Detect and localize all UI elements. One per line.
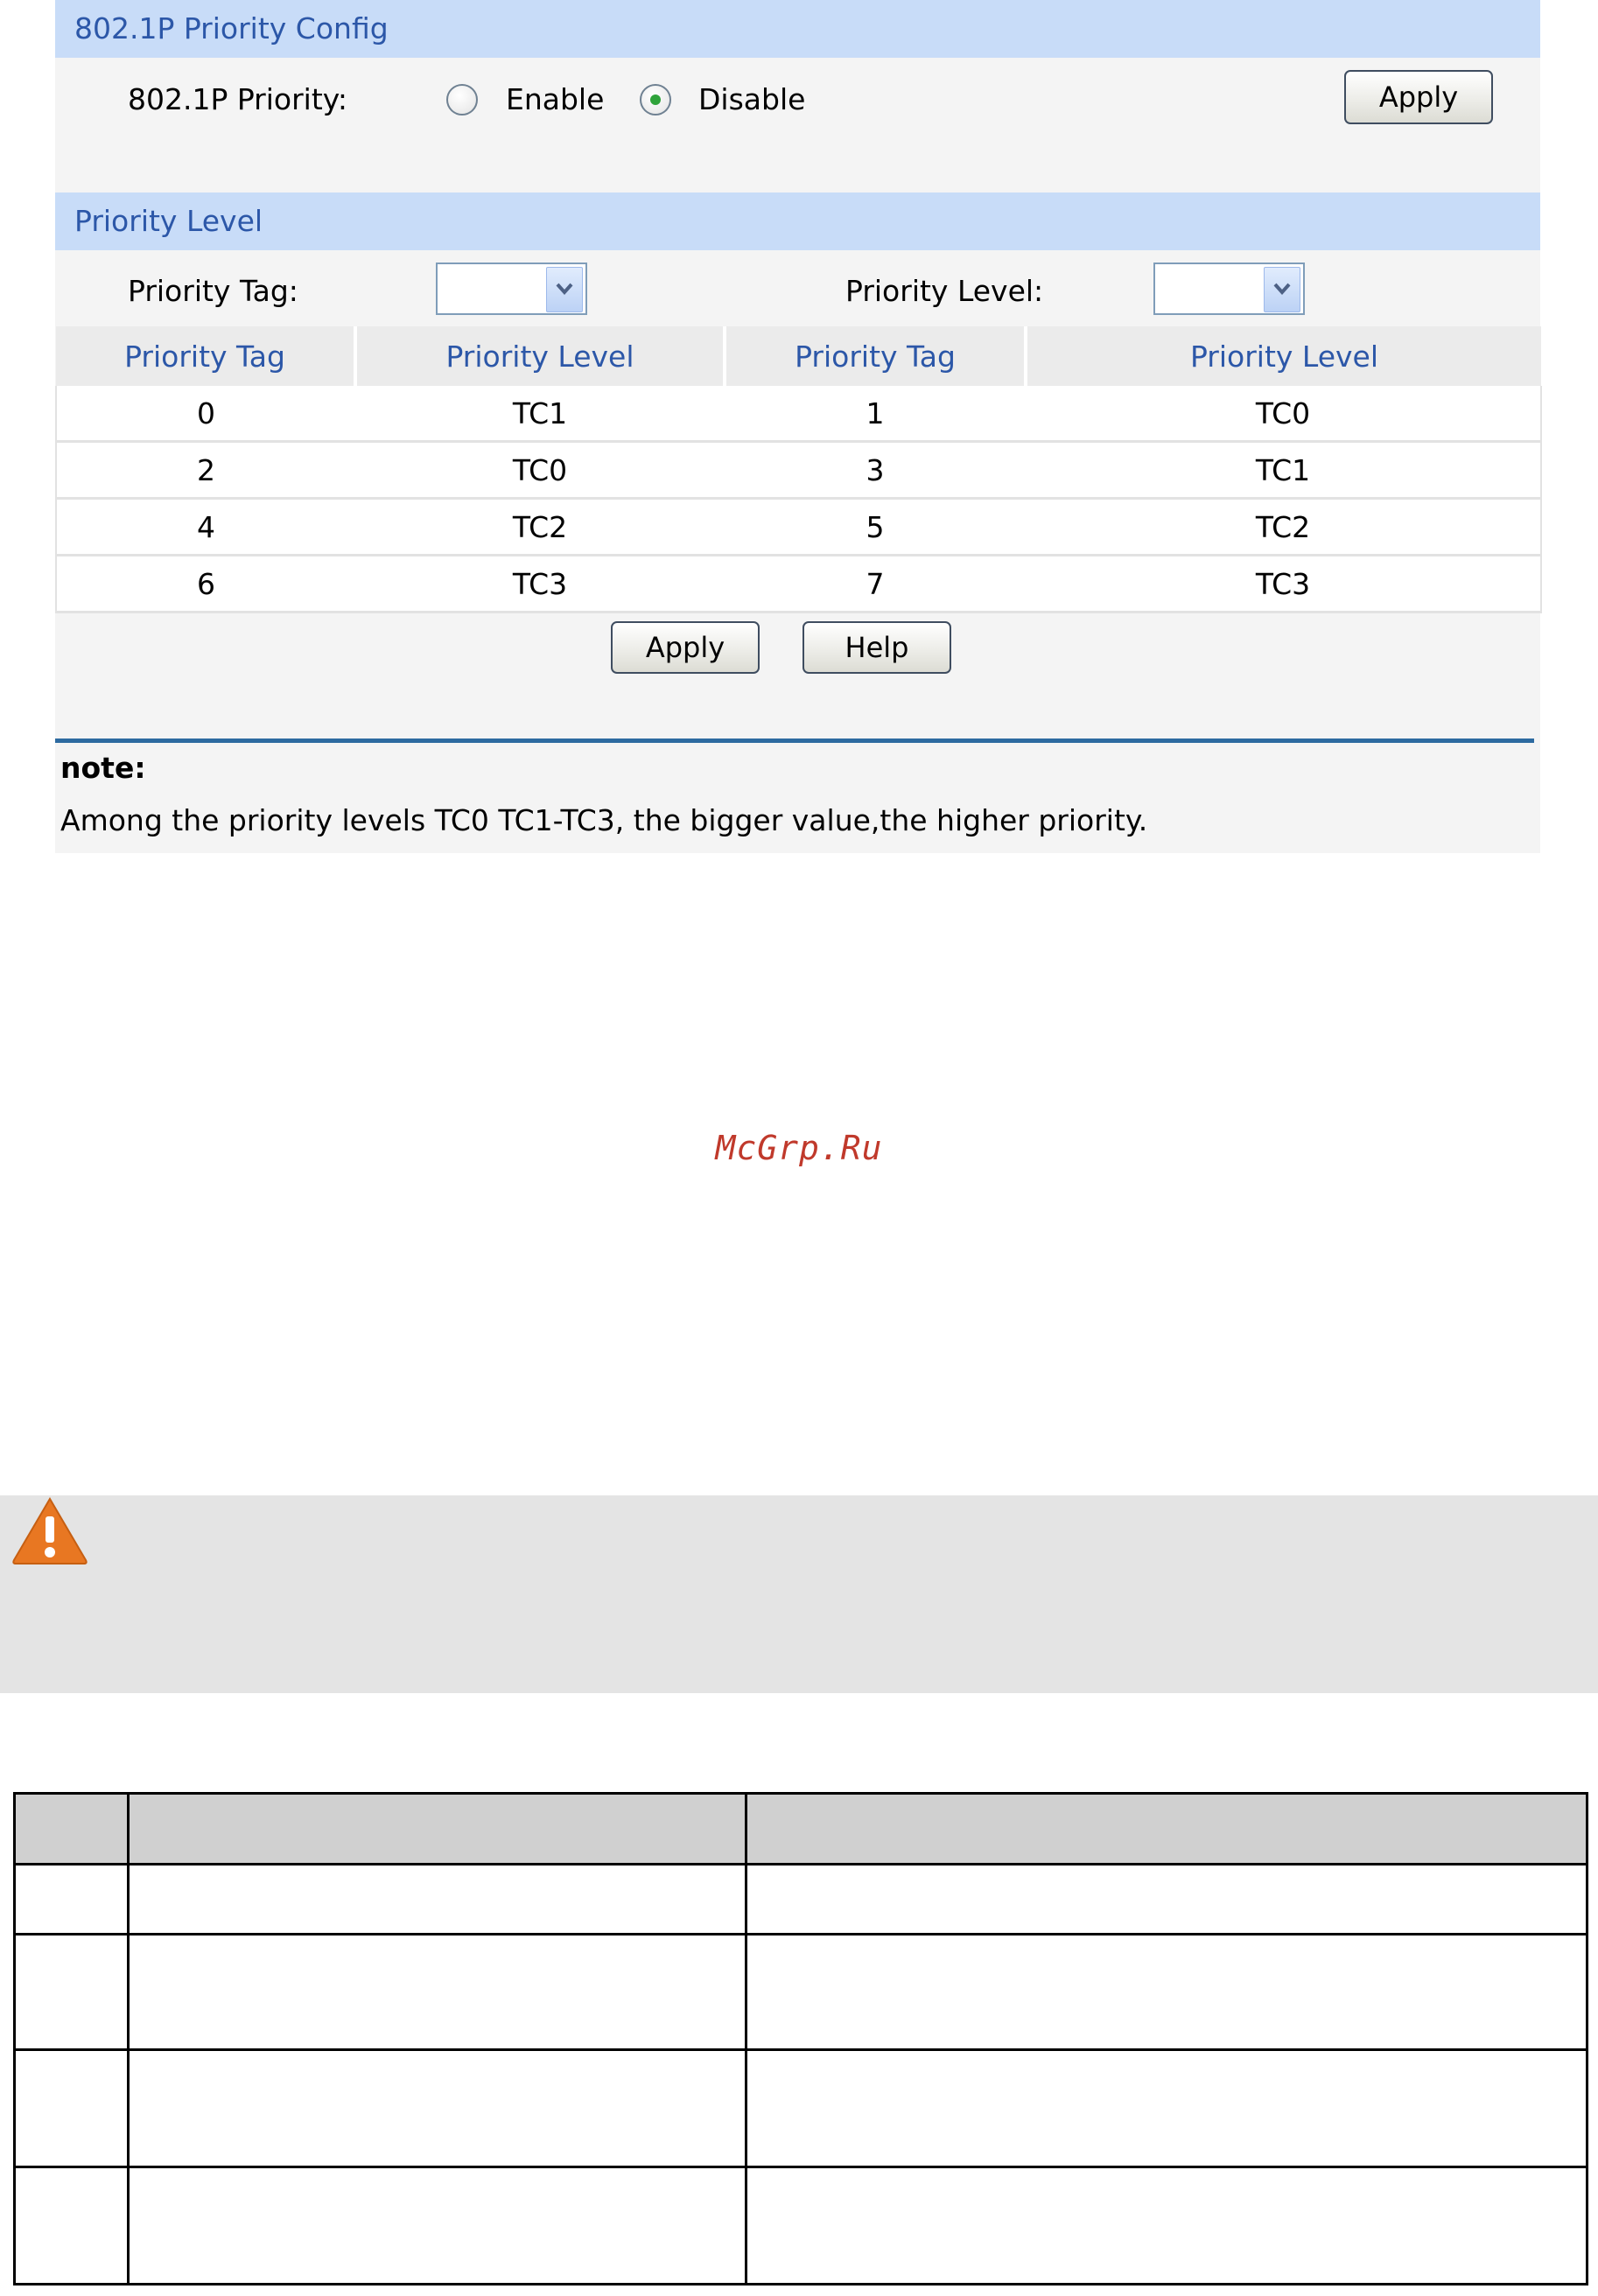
table-cell: TC3: [355, 556, 725, 612]
help-button[interactable]: Help: [803, 621, 951, 674]
table-cell: [746, 2167, 1587, 2285]
note-divider: [55, 738, 1534, 743]
enable-label[interactable]: Enable: [506, 82, 605, 116]
table-cell: [746, 1794, 1587, 1865]
table-row: [56, 442, 1541, 499]
table-cell: [129, 1794, 746, 1865]
table-cell: [746, 2050, 1587, 2167]
table-row: [15, 2167, 1587, 2285]
enable-radio[interactable]: [446, 84, 478, 116]
table-cell: [746, 1935, 1587, 2050]
priority-table: [55, 326, 1542, 613]
table-cell: [15, 1794, 129, 1865]
table-cell: TC2: [355, 499, 725, 556]
table-cell: [15, 1935, 129, 2050]
warning-band: [0, 1495, 1598, 1693]
table-cell: [15, 2050, 129, 2167]
column-header: Priority Level: [355, 326, 725, 386]
section-header-priority-config: 802.1P Priority Config: [55, 0, 1540, 58]
table-cell: 3: [725, 442, 1026, 499]
priority-tag-select[interactable]: [436, 262, 587, 315]
table-cell: 7: [725, 556, 1026, 612]
disable-label[interactable]: Disable: [698, 82, 806, 116]
table-row: [15, 1935, 1587, 2050]
table-cell: 0: [56, 386, 355, 442]
config-apply-button[interactable]: Apply: [1344, 70, 1493, 124]
column-header: Priority Level: [1026, 326, 1541, 386]
column-header: Priority Tag: [56, 326, 355, 386]
table-row: [56, 556, 1541, 612]
watermark: McGrp.Ru: [715, 1129, 883, 1167]
table-cell: TC3: [1026, 556, 1541, 612]
table-cell: [746, 1865, 1587, 1935]
table-cell: 6: [56, 556, 355, 612]
table-header-row: [15, 1794, 1587, 1865]
note-text: Among the priority levels TC0 TC1-TC3, the bigger value,the higher priority.: [60, 803, 1148, 837]
table-cell: TC1: [1026, 442, 1541, 499]
chevron-down-icon[interactable]: [546, 267, 583, 312]
table-cell: TC0: [1026, 386, 1541, 442]
table-cell: 1: [725, 386, 1026, 442]
radio-selected-dot: [650, 94, 661, 105]
table-cell: [15, 2167, 129, 2285]
table-cell: [129, 1865, 746, 1935]
table-cell: 5: [725, 499, 1026, 556]
note-title: note:: [60, 751, 146, 785]
priority-tag-label: Priority Tag:: [128, 274, 298, 308]
table-row: [15, 2050, 1587, 2167]
table-cell: 4: [56, 499, 355, 556]
parameter-table: [13, 1792, 1588, 2286]
table-cell: [15, 1865, 129, 1935]
warning-icon: [11, 1495, 89, 1565]
table-header-row: [56, 326, 1541, 386]
priority-level-select[interactable]: [1153, 262, 1305, 315]
priority-level-label: Priority Level:: [845, 274, 1044, 308]
table-cell: TC0: [355, 442, 725, 499]
table-cell: TC2: [1026, 499, 1541, 556]
chevron-down-icon[interactable]: [1264, 267, 1300, 312]
table-row: [56, 386, 1541, 442]
table-cell: 2: [56, 442, 355, 499]
table-cell: [129, 2050, 746, 2167]
table-cell: TC1: [355, 386, 725, 442]
table-cell: [129, 2167, 746, 2285]
table-row: [15, 1865, 1587, 1935]
table-row: [56, 499, 1541, 556]
table-cell: [129, 1935, 746, 2050]
section-header-priority-level: Priority Level: [55, 192, 1540, 250]
priority-label: 802.1P Priority:: [128, 82, 348, 116]
level-apply-button[interactable]: Apply: [611, 621, 760, 674]
column-header: Priority Tag: [725, 326, 1026, 386]
disable-radio[interactable]: [640, 84, 671, 116]
